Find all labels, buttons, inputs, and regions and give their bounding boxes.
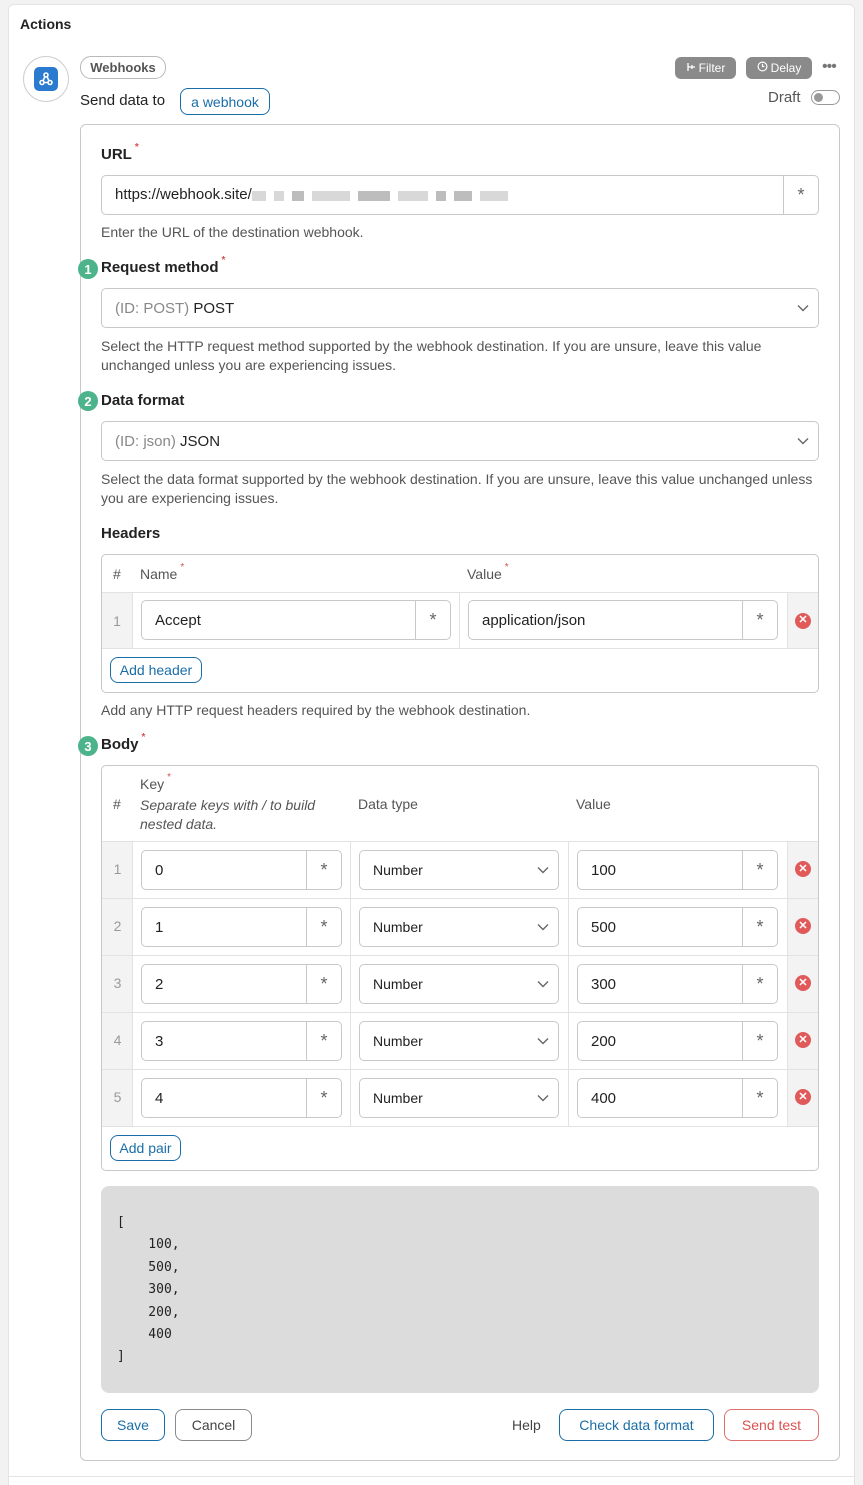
- check-data-format-button[interactable]: Check data format: [559, 1409, 714, 1441]
- body-row-number: 1: [113, 861, 122, 877]
- insert-field-icon[interactable]: *: [306, 1079, 341, 1117]
- header-value-value: application/json: [482, 611, 586, 629]
- body-value-input[interactable]: [577, 1021, 778, 1061]
- insert-field-icon[interactable]: *: [742, 965, 777, 1003]
- header-value-input[interactable]: [468, 600, 778, 640]
- save-button[interactable]: Save: [101, 1409, 165, 1441]
- body-key-value: 1: [155, 918, 164, 936]
- body-key-value: 0: [155, 861, 164, 879]
- clock-icon: [757, 61, 768, 75]
- body-preview: [101, 1186, 819, 1393]
- header-name-input[interactable]: [141, 600, 451, 640]
- insert-field-icon[interactable]: *: [742, 601, 777, 639]
- body-key-input[interactable]: [141, 1021, 342, 1061]
- app-name-badge: Webhooks: [80, 56, 166, 79]
- data-format-select[interactable]: [101, 421, 819, 461]
- url-value: https://webhook.site/: [115, 186, 252, 204]
- insert-field-icon[interactable]: *: [742, 908, 777, 946]
- insert-field-icon[interactable]: *: [742, 851, 777, 889]
- body-value-input[interactable]: [577, 964, 778, 1004]
- delete-header-button[interactable]: [787, 593, 818, 648]
- remove-icon: ✕: [795, 918, 811, 934]
- chevron-down-icon: [528, 923, 558, 931]
- step-badge-3: 3: [78, 736, 98, 756]
- body-type-value: Number: [373, 976, 423, 992]
- insert-field-icon[interactable]: *: [306, 965, 341, 1003]
- delete-pair-button[interactable]: [788, 1012, 818, 1068]
- cancel-button[interactable]: Cancel: [175, 1409, 252, 1441]
- delay-label: Delay: [770, 61, 802, 75]
- body-type-value: Number: [373, 1033, 423, 1049]
- help-link[interactable]: Help: [512, 1417, 541, 1433]
- step-badge-1: 1: [78, 259, 98, 279]
- redacted-url: [252, 187, 516, 204]
- delete-pair-button[interactable]: [788, 955, 818, 1011]
- data-format-value: JSON: [180, 432, 221, 450]
- body-row-number: 4: [113, 1032, 122, 1048]
- header-name-value: Accept: [155, 611, 201, 629]
- chevron-down-icon: [528, 980, 558, 988]
- remove-icon: ✕: [795, 613, 811, 629]
- step-badge-2: 2: [78, 391, 98, 411]
- body-preview-code: [ 100, 500, 300, 200, 400 ]: [117, 1215, 180, 1365]
- body-type-select[interactable]: [359, 1021, 559, 1061]
- insert-field-icon[interactable]: *: [742, 1022, 777, 1060]
- body-key-value: 4: [155, 1089, 164, 1107]
- body-key-input[interactable]: [141, 907, 342, 947]
- body-key-input[interactable]: [141, 850, 342, 890]
- draft-label: Draft: [768, 89, 801, 106]
- send-test-button[interactable]: Send test: [724, 1409, 819, 1441]
- url-label: URL *: [101, 142, 139, 163]
- header-row-number: 1: [102, 593, 133, 648]
- body-value-value: 100: [591, 861, 617, 879]
- body-row-number: 3: [113, 975, 122, 991]
- headers-label: Headers: [101, 525, 161, 542]
- body-key-input[interactable]: [141, 1078, 342, 1118]
- body-value-value: 400: [591, 1089, 617, 1107]
- body-type-select[interactable]: [359, 907, 559, 947]
- body-value-input[interactable]: [577, 850, 778, 890]
- body-value-input[interactable]: [577, 907, 778, 947]
- request-method-select[interactable]: [101, 288, 819, 328]
- data-format-help: Select the data format supported by the webhook destination. If you are unsure, leave this value unchanged unless you are experiencing issues.: [101, 471, 813, 506]
- body-type-select[interactable]: [359, 850, 559, 890]
- request-method-value: POST: [193, 299, 235, 317]
- filter-label: Filter: [698, 61, 726, 75]
- body-col-key: Key *: [140, 772, 172, 792]
- request-method-id: (ID: POST): [115, 299, 190, 317]
- remove-icon: ✕: [795, 1089, 811, 1105]
- body-type-select[interactable]: [359, 964, 559, 1004]
- chevron-down-icon: [528, 1037, 558, 1045]
- remove-icon: ✕: [795, 975, 811, 991]
- chevron-down-icon: [528, 866, 558, 874]
- body-col-type: Data type: [358, 796, 418, 812]
- filter-icon: [686, 61, 696, 75]
- body-key-input[interactable]: [141, 964, 342, 1004]
- body-value-value: 300: [591, 975, 617, 993]
- body-row-number: 2: [113, 918, 122, 934]
- delay-button[interactable]: [746, 57, 812, 79]
- insert-field-icon[interactable]: *: [306, 908, 341, 946]
- body-col-key-hint: Separate keys with / to build nested data.: [140, 797, 316, 832]
- body-key-value: 2: [155, 975, 164, 993]
- body-key-value: 3: [155, 1032, 164, 1050]
- request-method-help: Select the HTTP request method supported by the webhook destination. If you are unsure, leave this value unchanged unless you are experiencing issues.: [101, 338, 762, 373]
- insert-field-icon[interactable]: *: [306, 851, 341, 889]
- insert-field-icon[interactable]: *: [306, 1022, 341, 1060]
- body-type-value: Number: [373, 1090, 423, 1106]
- filter-button[interactable]: [675, 57, 736, 79]
- data-format-label: Data format: [101, 392, 185, 409]
- add-header-button[interactable]: Add header: [110, 657, 202, 683]
- target-selector-button[interactable]: a webhook: [180, 88, 270, 115]
- headers-help: Add any HTTP request headers required by the webhook destination.: [101, 702, 531, 718]
- body-type-value: Number: [373, 862, 423, 878]
- body-col-hash: #: [113, 796, 121, 812]
- body-type-select[interactable]: [359, 1078, 559, 1118]
- body-row-number: 5: [113, 1089, 122, 1105]
- body-label: Body *: [101, 732, 146, 753]
- url-insert-field-icon[interactable]: *: [783, 176, 818, 214]
- webhook-icon: [34, 67, 58, 91]
- body-value-value: 500: [591, 918, 617, 936]
- insert-field-icon[interactable]: *: [742, 1079, 777, 1117]
- more-options-icon[interactable]: •••: [822, 58, 836, 75]
- delete-pair-button[interactable]: [788, 1069, 818, 1125]
- remove-icon: ✕: [795, 1032, 811, 1048]
- body-type-value: Number: [373, 919, 423, 935]
- body-col-value: Value: [576, 796, 611, 812]
- chevron-down-icon: [528, 1094, 558, 1102]
- divider: [8, 1476, 855, 1477]
- remove-icon: ✕: [795, 861, 811, 877]
- body-value-input[interactable]: [577, 1078, 778, 1118]
- delete-pair-button[interactable]: [788, 841, 818, 897]
- body-value-value: 200: [591, 1032, 617, 1050]
- section-title: Actions: [20, 16, 72, 32]
- headers-col-hash: #: [113, 566, 121, 582]
- draft-toggle[interactable]: [811, 90, 840, 105]
- headers-col-value: Value *: [467, 562, 509, 582]
- add-pair-button[interactable]: Add pair: [110, 1135, 181, 1161]
- delete-pair-button[interactable]: [788, 898, 818, 954]
- insert-field-icon[interactable]: *: [415, 601, 450, 639]
- data-format-id: (ID: json): [115, 432, 176, 450]
- webhook-app-icon: [23, 56, 69, 102]
- request-method-label: Request method *: [101, 255, 226, 276]
- headers-col-name: Name *: [140, 562, 185, 582]
- send-data-text: Send data to: [80, 92, 166, 109]
- chevron-down-icon: [788, 437, 818, 445]
- chevron-down-icon: [788, 304, 818, 312]
- url-help: Enter the URL of the destination webhook.: [101, 224, 364, 240]
- url-input[interactable]: [101, 175, 819, 215]
